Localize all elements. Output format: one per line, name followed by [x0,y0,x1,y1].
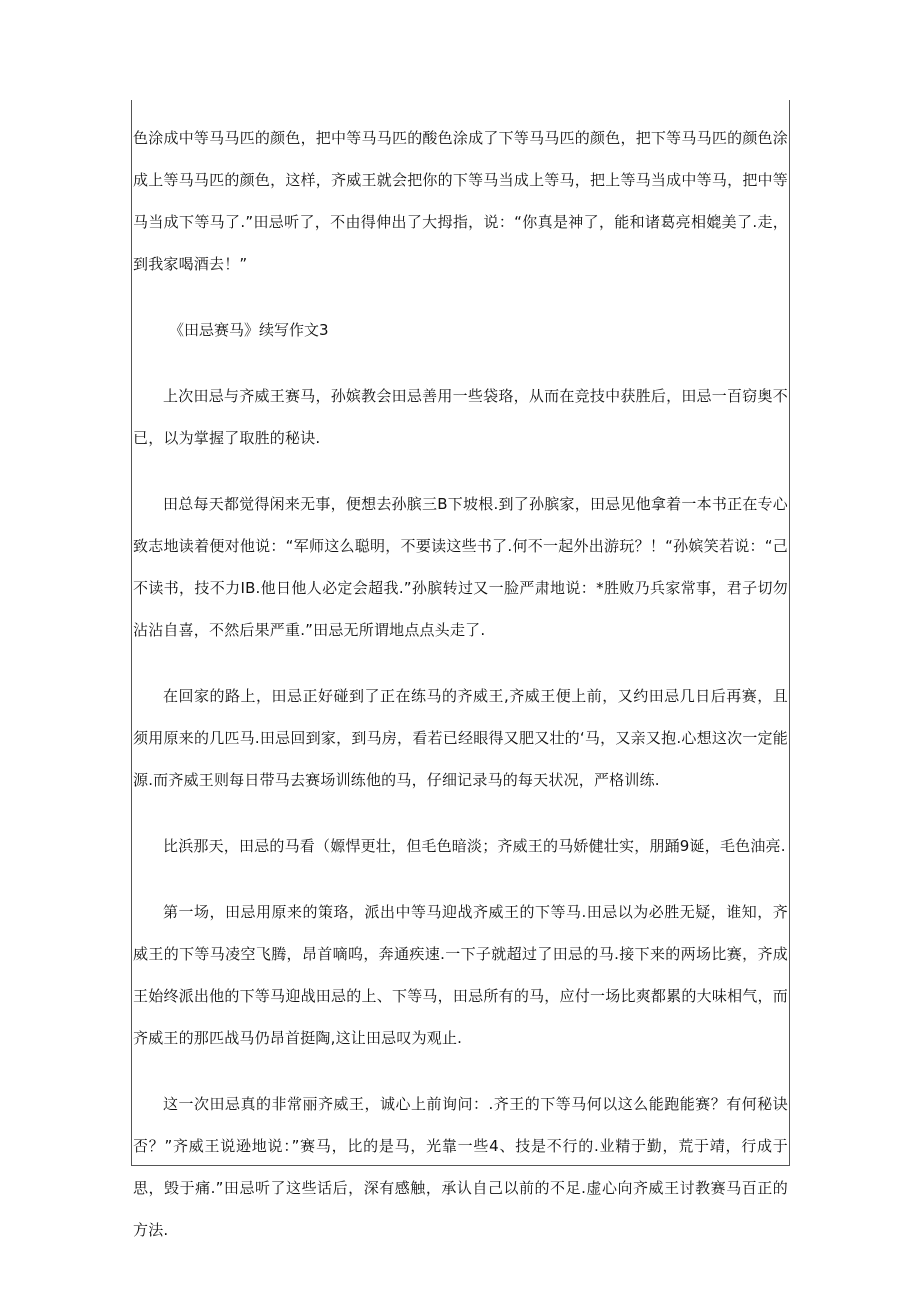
section-heading: 《田忌赛马》续写作文3 [169,321,329,339]
paragraph: 在回家的路上，田忌正好碰到了正在练马的齐威王,齐威王便上前，又约田忌几日后再赛，且须用原来的几匹马.田忌回到家，到马房，看若已经眼得又肥又壮的‘马，又亲又抱.心想这次一定能源.而齐威王则每日带马去赛场训练他的马，仔细记录马的每天状况，严格训练. [133,687,788,789]
document-body [133,117,788,1275]
paragraph: 田总每天都觉得闲来无事，便想去孙膑三B下坡根.到了孙膑家，田忌见他拿着一本书正在专心致志地读着便对他说：“军师这么聪明，不要读这些书了.何不一起外出游玩？！“孙嫔笑若说：“己不读书，技不力IB.他日他人必定会超我.”孙膑转过又一脸严肃地说：*胜败乃兵家常事，君子切勿沾沾自喜，不然后果严重.”田忌无所谓地点点头走了. [133,495,788,639]
paragraph: 第一场，田忌用原来的策珞，派出中等马迎战齐威王的下等马.田忌以为必胜无疑，谁知，齐威王的下等马凌空飞腾，昂首嘀呜，奔通疾速.一下子就超过了田忌的马.接下来的两场比赛，齐成王始终派出他的下等马迎战田忌的上、下等马，田忌所有的马，应付一场比爽都累的大味相气，而齐威王的那匹战马仍昂首挺陶,这让田忌叹为观止. [133,903,788,1047]
paragraph-continuation: 色涂成中等马马匹的颜色，把中等马马匹的酸色涂成了下等马马匹的颜色，把下等马马匹的颜色涂成上等马马匹的颜色，这样，齐威王就会把你的下等马当成上等马，把上等马当成中等马，把中等马当成下等马了.”田忌听了，不由得伸出了大拇指，说：“你真是神了，能和诸葛亮相媲美了.走，到我家喝酒去！” [133,129,788,273]
paragraph: 比浜那天，田忌的马看（嫄悍更壮，但毛色暗淡；齐威王的马娇健壮实，朋踊9诞，毛色油亮. [163,837,786,855]
paragraph: 这一次田忌真的非常丽齐威王，诚心上前询问：.齐王的下等马何以这么能跑能赛？有何秘诀否？”齐威王说逊地说：”赛马，比的是马，光靠一些4、技是不行的.业精于勤，荒于靖，行成于思，毁于痛.”田忌听了这些话后，深有感触，承认自己以前的不足.虚心向齐威王讨教赛马百正的方法. [133,1095,788,1239]
paragraph: 上次田忌与齐威王赛马，孙嫔教会田忌善用一些袋珞，从而在竞技中获胜后，田忌一百窃奥不已，以为掌握了取胜的秘诀. [133,387,788,447]
